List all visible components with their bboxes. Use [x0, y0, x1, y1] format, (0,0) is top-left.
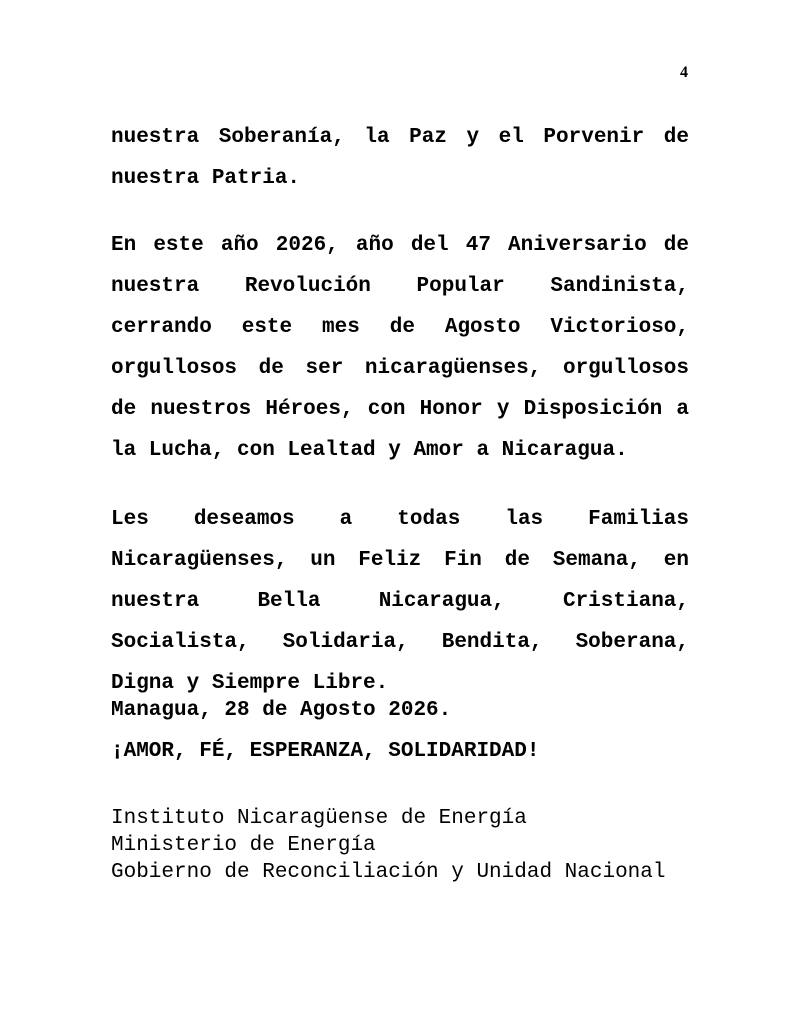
- signature-block: [111, 805, 711, 886]
- closing-block: [111, 690, 689, 772]
- paragraph-anniversary: En este año 2026, año del 47 Aniversario de nuestra Revolución Popular Sandinista, cerrando este mes de Agosto Victorioso, orgullosos de ser nicaragüenses, orgullosos de nuestros Héroes, con Honor y Disposición a la Lucha, con Lealtad y Amor a Nicaragua.: [111, 234, 689, 462]
- motto: ¡AMOR, FÉ, ESPERANZA, SOLIDARIDAD!: [111, 740, 540, 763]
- signature-institute: Instituto Nicaragüense de Energía: [111, 807, 527, 830]
- page-number: 4: [680, 64, 688, 81]
- signature-ministry: Ministerio de Energía: [111, 834, 376, 857]
- paragraph-sovereignty: nuestra Soberanía, la Paz y el Porvenir de nuestra Patria.: [111, 126, 689, 190]
- paragraph-weekend-wishes: Les deseamos a todas las Familias Nicaragüenses, un Feliz Fin de Semana, en nuestra Bella Nicaragua, Cristiana, Socialista, Solidaria, Bendita, Soberana, Digna y Siempre Libre.: [111, 508, 689, 695]
- place-date: Managua, 28 de Agosto 2026.: [111, 699, 452, 722]
- signature-government: Gobierno de Reconciliación y Unidad Nacional: [111, 861, 666, 884]
